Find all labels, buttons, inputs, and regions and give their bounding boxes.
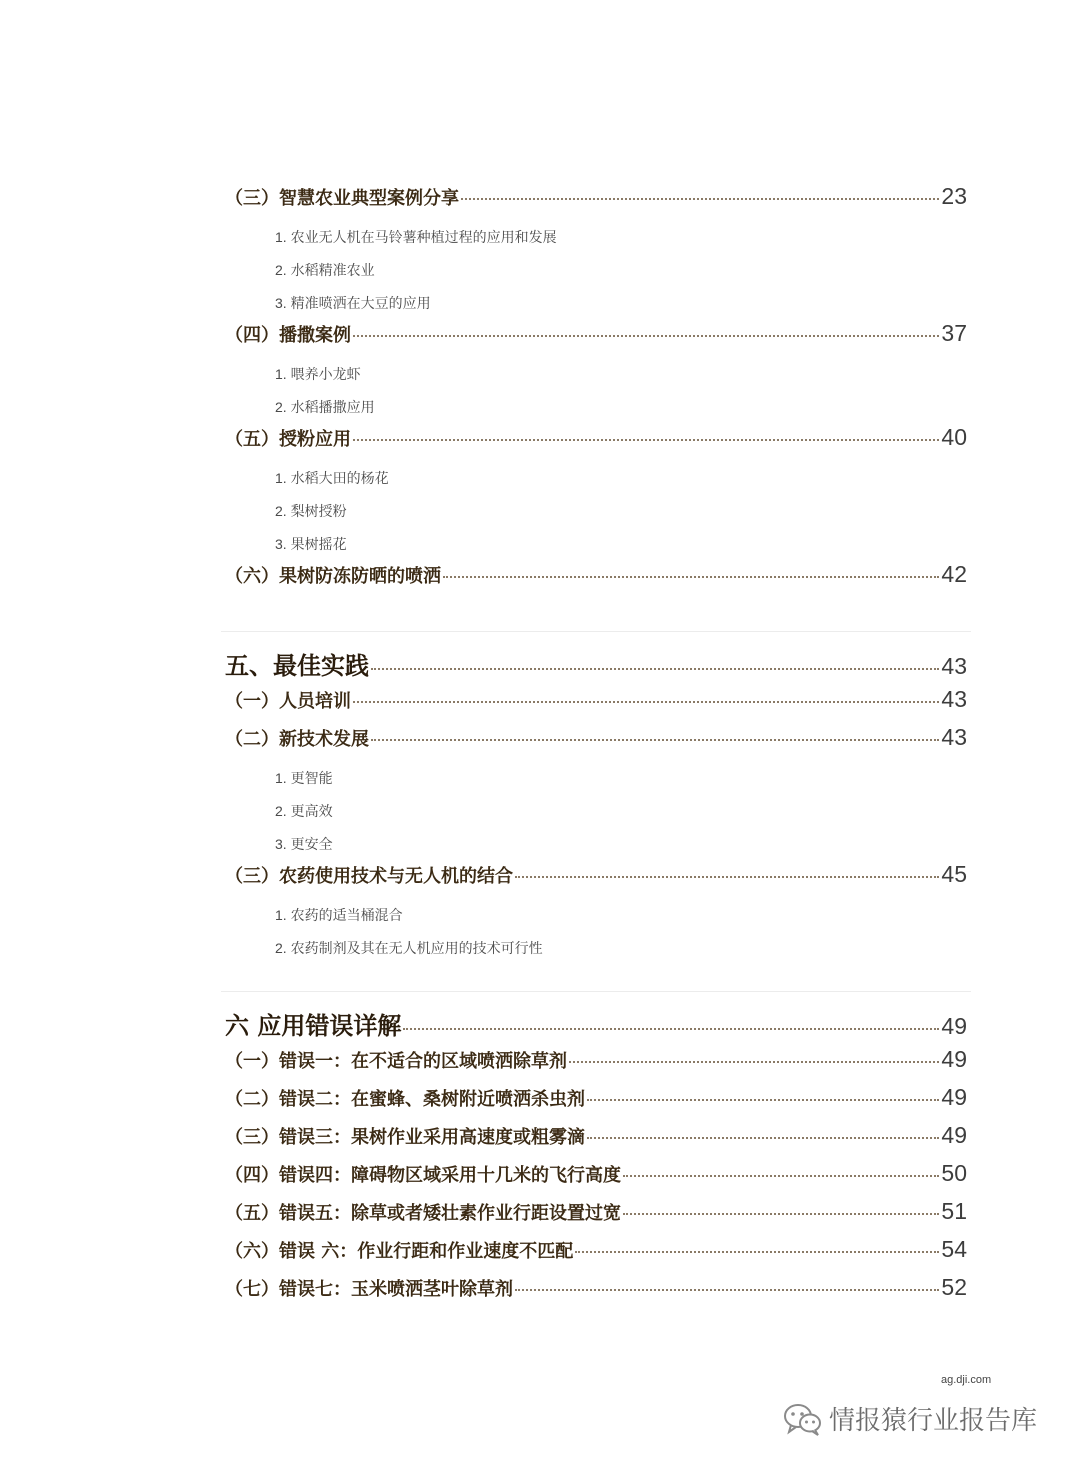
page-number: 49 <box>941 1046 967 1072</box>
heading-label: 六 应用错误详解 <box>225 1012 402 1040</box>
dot-leader <box>353 335 939 337</box>
entry-label: （三）智慧农业典型案例分享 <box>225 188 459 209</box>
page-number: 49 <box>941 1122 967 1148</box>
entry-label: （五）授粉应用 <box>225 429 351 450</box>
wechat-icon <box>783 1402 823 1436</box>
toc-subentry[interactable] <box>225 462 967 495</box>
subentry-label: 2. 梨树授粉 <box>275 503 347 519</box>
toc-entry[interactable] <box>225 1198 967 1236</box>
toc-entry[interactable] <box>225 561 967 599</box>
subentry-label: 3. 精准喷洒在大豆的应用 <box>275 295 431 311</box>
toc-entry[interactable] <box>225 1046 967 1084</box>
dot-leader <box>371 668 939 670</box>
toc-subentry[interactable] <box>225 358 967 391</box>
subentry-label: 1. 农药的适当桶混合 <box>275 907 403 923</box>
page-number: 40 <box>941 424 967 450</box>
heading-label: 五、最佳实践 <box>225 652 369 680</box>
toc-subentry[interactable] <box>225 932 967 965</box>
page-number: 52 <box>941 1274 967 1300</box>
subentry-label: 1. 农业无人机在马铃薯种植过程的应用和发展 <box>275 229 557 245</box>
toc-entry[interactable] <box>225 1274 967 1312</box>
toc-subentry[interactable] <box>225 495 967 528</box>
section-divider <box>221 631 971 632</box>
entry-label: （三）错误三：果树作业采用高速度或粗雾滴 <box>225 1127 585 1148</box>
subentry-label: 2. 水稻播撒应用 <box>275 399 375 415</box>
section-divider <box>221 991 971 992</box>
page-number: 42 <box>941 561 967 587</box>
toc-heading-sec6[interactable] <box>225 1006 967 1046</box>
dot-leader <box>515 1289 939 1291</box>
entry-label: （五）错误五：除草或者矮壮素作业行距设置过宽 <box>225 1203 621 1224</box>
toc-subentry[interactable] <box>225 828 967 861</box>
section-5-list <box>225 686 967 965</box>
page-number: 51 <box>941 1198 967 1224</box>
subentry-label: 2. 农药制剂及其在无人机应用的技术可行性 <box>275 940 543 956</box>
table-of-contents <box>225 183 967 1312</box>
entry-label: （七）错误七：玉米喷洒茎叶除草剂 <box>225 1279 513 1300</box>
toc-subentry[interactable] <box>225 762 967 795</box>
page-number: 43 <box>941 686 967 712</box>
page-number: 23 <box>941 183 967 209</box>
dot-leader <box>371 739 939 741</box>
entry-label: （一）人员培训 <box>225 691 351 712</box>
watermark <box>783 1400 1037 1437</box>
dot-leader <box>623 1175 939 1177</box>
toc-entry[interactable] <box>225 1084 967 1122</box>
toc-subentry[interactable] <box>225 254 967 287</box>
toc-subentry[interactable] <box>225 221 967 254</box>
subentry-label: 3. 果树摇花 <box>275 536 347 552</box>
toc-entry[interactable] <box>225 861 967 899</box>
toc-entry[interactable] <box>225 1122 967 1160</box>
dot-leader <box>443 576 939 578</box>
subentry-label: 1. 水稻大田的杨花 <box>275 470 389 486</box>
toc-subentry[interactable] <box>225 287 967 320</box>
entry-label: （四）播撒案例 <box>225 325 351 346</box>
toc-entry[interactable] <box>225 724 967 762</box>
entry-label: （三）农药使用技术与无人机的结合 <box>225 866 513 887</box>
dot-leader <box>587 1099 939 1101</box>
watermark-text: 情报猿行业报告库 <box>829 1406 1038 1436</box>
dot-leader <box>515 876 939 878</box>
page-number: 49 <box>941 1084 967 1110</box>
subentry-label: 2. 水稻精准农业 <box>275 262 375 278</box>
toc-entry[interactable] <box>225 320 967 358</box>
toc-entry[interactable] <box>225 1160 967 1198</box>
entry-label: （一）错误一：在不适合的区域喷洒除草剂 <box>225 1051 567 1072</box>
subentry-label: 1. 更智能 <box>275 770 333 786</box>
dot-leader <box>353 439 939 441</box>
page-number: 43 <box>941 653 967 679</box>
dot-leader <box>587 1137 939 1139</box>
page-number: 54 <box>941 1236 967 1262</box>
section-6-list <box>225 1046 967 1312</box>
toc-entry[interactable] <box>225 1236 967 1274</box>
toc-heading-sec5[interactable] <box>225 646 967 686</box>
entry-label: （六）果树防冻防晒的喷洒 <box>225 566 441 587</box>
toc-subentry[interactable] <box>225 795 967 828</box>
dot-leader <box>575 1251 939 1253</box>
subentry-label: 2. 更高效 <box>275 803 333 819</box>
toc-subentry[interactable] <box>225 528 967 561</box>
dot-leader <box>461 198 939 200</box>
section-4-list <box>225 183 967 599</box>
dot-leader <box>569 1061 939 1063</box>
toc-subentry[interactable] <box>225 899 967 932</box>
page-number: 45 <box>941 861 967 887</box>
footer-url[interactable]: ag.dji.com <box>941 1374 992 1386</box>
toc-entry[interactable] <box>225 686 967 724</box>
subentry-label: 1. 喂养小龙虾 <box>275 366 361 382</box>
entry-label: （六）错误 六：作业行距和作业速度不匹配 <box>225 1241 574 1262</box>
dot-leader <box>353 701 939 703</box>
toc-entry[interactable] <box>225 424 967 462</box>
entry-label: （四）错误四：障碍物区域采用十几米的飞行高度 <box>225 1165 621 1186</box>
toc-entry[interactable] <box>225 183 967 221</box>
dot-leader <box>403 1028 939 1030</box>
page-number: 49 <box>941 1013 967 1039</box>
entry-label: （二）新技术发展 <box>225 729 369 750</box>
page-number: 37 <box>941 320 967 346</box>
page-number: 50 <box>941 1160 967 1186</box>
toc-subentry[interactable] <box>225 391 967 424</box>
subentry-label: 3. 更安全 <box>275 836 333 852</box>
dot-leader <box>623 1213 939 1215</box>
entry-label: （二）错误二：在蜜蜂、桑树附近喷洒杀虫剂 <box>225 1089 585 1110</box>
page-number: 43 <box>941 724 967 750</box>
